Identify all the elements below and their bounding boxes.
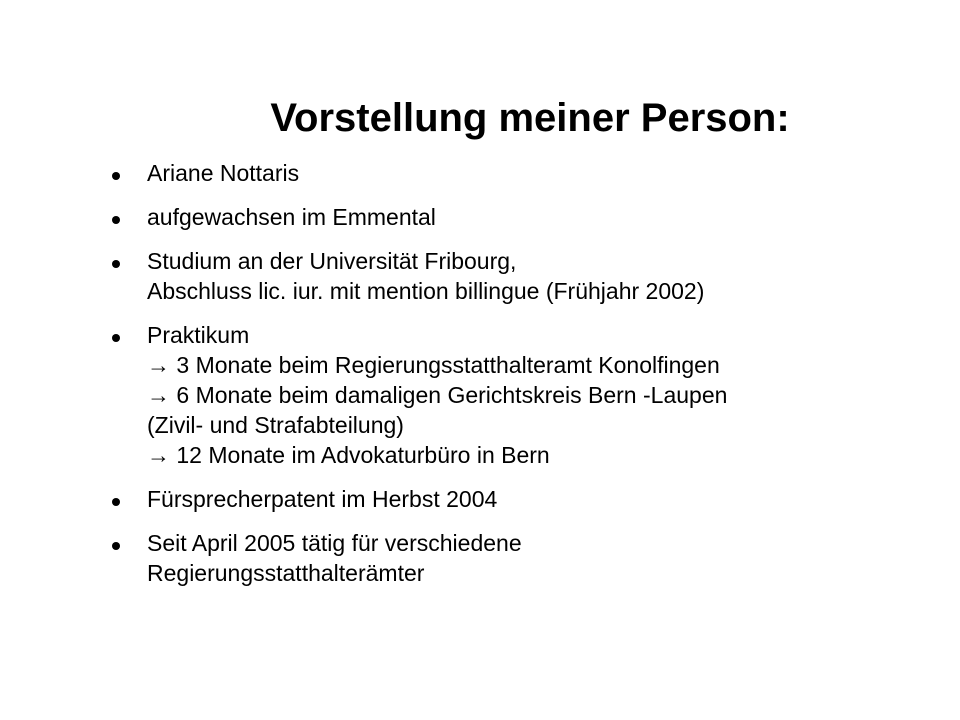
bullet-icon [112,216,120,224]
slide-title: Vorstellung meiner Person: [270,96,790,140]
bullet-icon [112,498,120,506]
bullet-text-line: Praktikum [147,322,250,348]
bullet-item-internship [110,320,930,470]
bullet-icon [112,260,120,268]
bullet-text-line: (Zivil- und Strafabteilung) [147,412,404,438]
bullet-item-studies [110,246,930,306]
bullet-text-line: Studium an der Universität Fribourg, [147,248,517,274]
bullet-text-line: → 6 Monate beim damaligen Gerichtskreis Bern -Laupen [147,382,728,408]
bullet-icon [112,542,120,550]
bullet-item-name [110,158,930,188]
bullet-text-line: Abschluss lic. iur. mit mention billingue (Frühjahr 2002) [147,278,705,304]
bullet-item-current-work [110,528,930,588]
bullet-text-line: Seit April 2005 tätig für verschiedene [147,530,522,556]
bullet-icon [112,334,120,342]
bullet-item-origin [110,202,930,232]
bullet-text-line: → 3 Monate beim Regierungsstatthalteramt Konolfingen [147,352,720,378]
bullet-list [110,158,930,602]
bullet-text-line: Ariane Nottaris [147,160,300,186]
bullet-text-line: → 12 Monate im Advokaturbüro in Bern [147,442,550,468]
bullet-icon [112,172,120,180]
bullet-text-line: Regierungsstatthalterämter [147,560,425,586]
bullet-text-line: Fürsprecherpatent im Herbst 2004 [147,486,498,512]
bullet-item-patent [110,484,930,514]
bullet-text-line: aufgewachsen im Emmental [147,204,436,230]
